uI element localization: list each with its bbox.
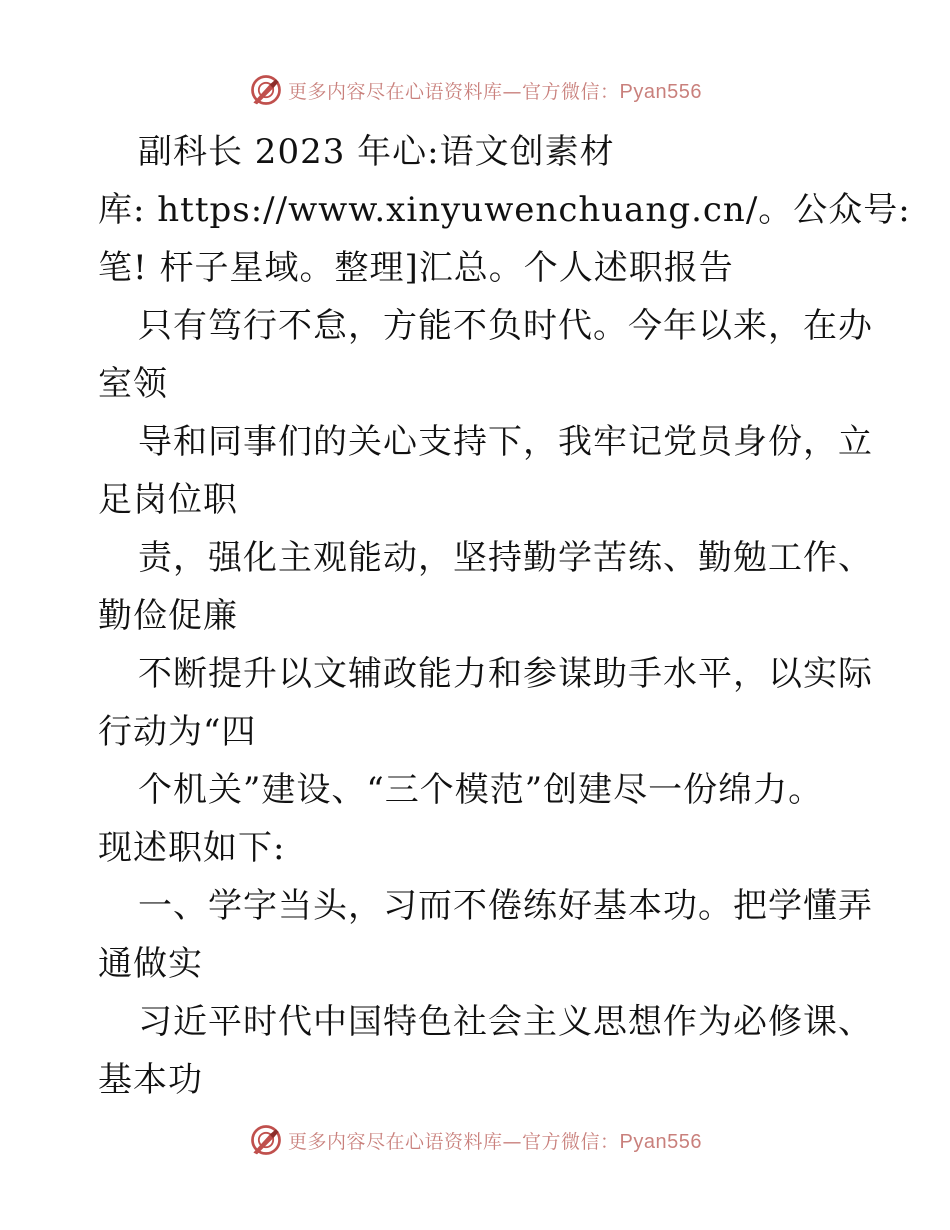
text-line: 习近平时代中国特色社会主义思想作为必修课、 <box>138 1002 873 1042</box>
text-line: 只有笃行不怠，方能不负时代。今年以来，在办 <box>138 306 873 346</box>
text-line: 现述职如下: <box>98 828 286 868</box>
pen-logo-icon <box>248 72 284 108</box>
text-line: 足岗位职 <box>98 480 238 520</box>
text-line: 基本功 <box>98 1060 203 1100</box>
text-line: 导和同事们的关心支持下，我牢记党员身份，立 <box>138 422 873 462</box>
header-watermark <box>0 70 950 110</box>
wechat-id: Pyan556 <box>619 1130 702 1153</box>
text-line: 责，强化主观能动，坚持勤学苦练、勤勉工作、 <box>138 538 873 578</box>
watermark-text: 更多内容尽在心语资料库—官方微信：Pyan556 <box>288 80 702 103</box>
text-line: 笔! 杆子星域。整理]汇总。个人述职报告 <box>98 248 734 288</box>
text-line: 副科长 2023 年心:语文创素材 <box>138 132 615 172</box>
text-line: 通做实 <box>98 944 203 984</box>
text-line: 库: https://www.xinyuwenchuang.cn/。公众号: <box>98 190 911 230</box>
wechat-id: Pyan556 <box>619 80 702 103</box>
watermark-text: 更多内容尽在心语资料库—官方微信：Pyan556 <box>288 1130 702 1153</box>
text-line: 行动为“四 <box>98 712 257 752</box>
text-line: 一、学字当头，习而不倦练好基本功。把学懂弄 <box>138 886 873 926</box>
text-line: 室领 <box>98 364 168 404</box>
document-body <box>98 123 911 1109</box>
text-line: 个机关”建设、“三个模范”创建尽一份绵力。 <box>138 770 824 810</box>
text-line: 勤俭促廉 <box>98 596 238 636</box>
pen-logo-icon <box>248 1122 284 1158</box>
text-line: 不断提升以文辅政能力和参谋助手水平，以实际 <box>138 654 873 694</box>
footer-watermark <box>0 1120 950 1160</box>
